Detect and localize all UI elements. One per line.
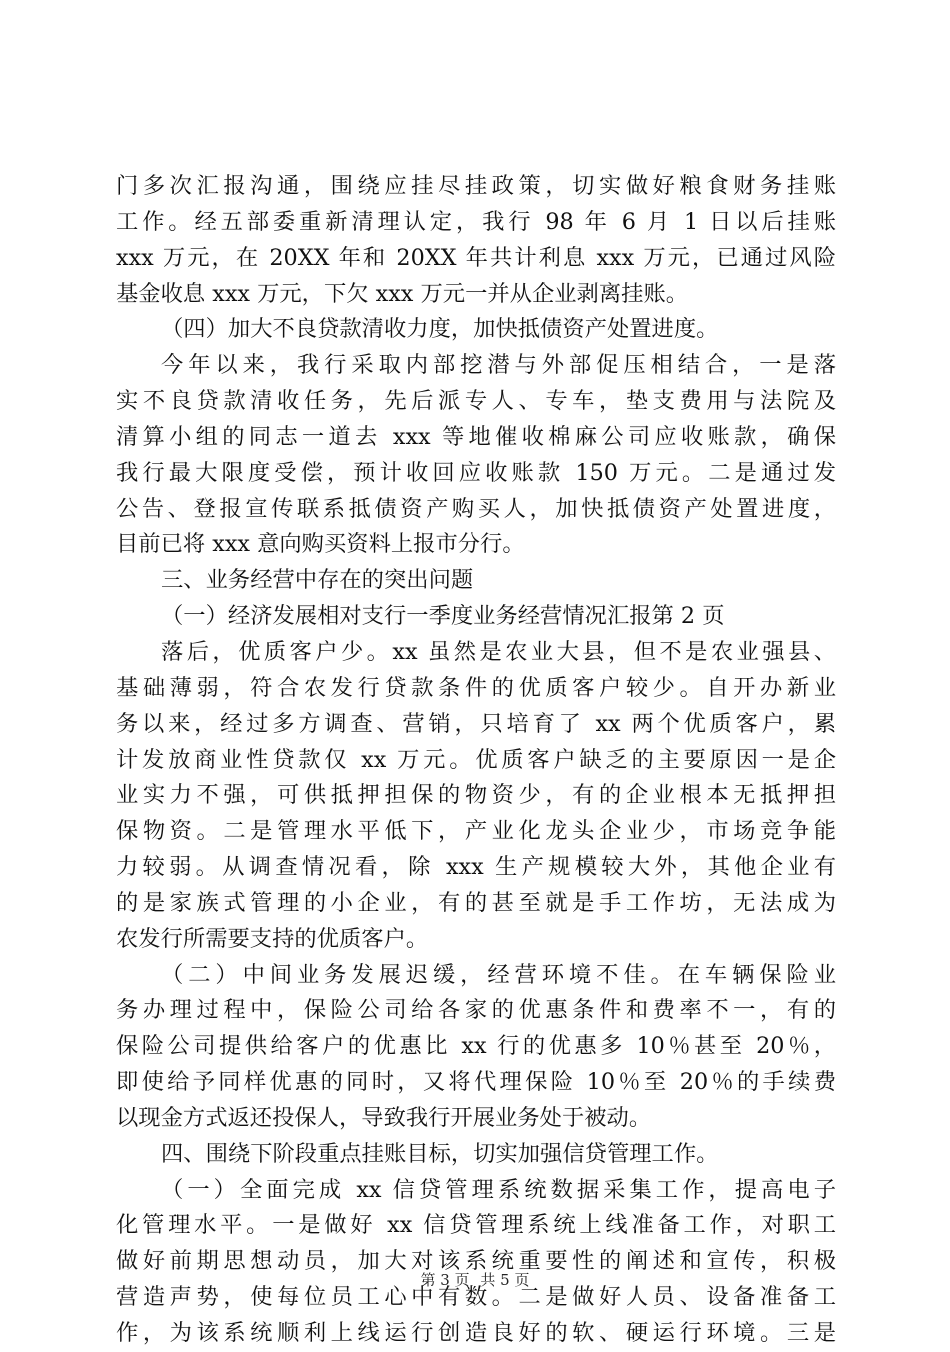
section-heading: （二）中间业务发展迟缓，经营环境不佳。在车辆保险业	[161, 961, 836, 988]
body-text	[116, 169, 836, 1352]
text-line: 实不良贷款清收任务，先后派专人、专车，垫支费用与法院及	[116, 388, 836, 415]
text-line: 计发放商业性贷款仅 xx 万元。优质客户缺乏的主要原因一是企	[116, 746, 836, 773]
section-heading: 四、围绕下阶段重点挂账目标，切实加强信贷管理工作。	[161, 1140, 719, 1167]
text-line: 做好前期思想动员，加大对该系统重要性的阐述和宣传，积极	[116, 1248, 836, 1275]
text-line: 即使给予同样优惠的同时，又将代理保险 10％至 20％的手续费	[116, 1069, 836, 1096]
text-line: 化管理水平。一是做好 xx 信贷管理系统上线准备工作，对职工	[116, 1212, 836, 1239]
text-line: 作，为该系统顺利上线运行创造良好的软、硬运行环境。三是	[116, 1320, 836, 1346]
text-line: 基础薄弱，符合农发行贷款条件的优质客户较少。自开办新业	[116, 674, 836, 701]
section-heading: （一）经济发展相对支行一季度业务经营情况汇报第 2 页	[161, 603, 725, 630]
page-number: 第 3 页	[420, 1271, 470, 1289]
text-line: 的是家族式管理的小企业，有的甚至就是手工作坊，无法成为	[116, 889, 836, 916]
text-line: 保险公司提供给客户的优惠比 xx 行的优惠多 10％甚至 20％，	[116, 1033, 836, 1060]
text-line: 务以来，经过多方调查、营销，只培育了 xx 两个优质客户，累	[116, 710, 836, 737]
text-line: 工作。经五部委重新清理认定，我行 98 年 6 月 1 日以后挂账	[116, 208, 836, 235]
section-heading: （四）加大不良贷款清收力度，加快抵债资产处置进度。	[161, 316, 719, 343]
text-line: 保物资。二是管理水平低下，产业化龙头企业少，市场竞争能	[116, 818, 836, 845]
text-line: 务办理过程中，保险公司给各家的优惠条件和费率不一，有的	[116, 997, 836, 1024]
text-line: 业实力不强，可供抵押担保的物资少，有的企业根本无抵押担	[116, 782, 836, 809]
text-line: 门多次汇报沟通，围绕应挂尽挂政策，切实做好粮食财务挂账	[116, 173, 836, 199]
text-line: 落后，优质客户少。xx 虽然是农业大县，但不是农业强县、	[161, 638, 836, 665]
page-total: 共 5 页	[480, 1271, 530, 1289]
page-footer	[0, 1269, 950, 1290]
text-line: xxx 万元，在 20XX 年和 20XX 年共计利息 xxx 万元，已通过风险	[116, 244, 836, 271]
text-line: 公告、登报宣传联系抵债资产购买人，加快抵债资产处置进度，	[116, 495, 836, 522]
text-line: 目前已将 xxx 意向购买资料上报市分行。	[116, 531, 525, 558]
text-line: 力较弱。从调查情况看，除 xxx 生产规模较大外，其他企业有	[116, 854, 836, 881]
section-heading: 三、业务经营中存在的突出问题	[161, 567, 474, 594]
text-line: 营造声势，使每位员工心中有数。二是做好人员、设备准备工	[116, 1284, 836, 1311]
text-line: 今年以来，我行采取内部挖潜与外部促压相结合，一是落	[161, 352, 836, 379]
text-line: 农发行所需要支持的优质客户。	[116, 925, 429, 952]
text-line: 基金收息 xxx 万元，下欠 xxx 万元一并从企业剥离挂账。	[116, 280, 689, 307]
text-line: 以现金方式返还投保人，导致我行开展业务处于被动。	[116, 1104, 652, 1131]
text-line: 清算小组的同志一道去 xxx 等地催收棉麻公司应收账款，确保	[116, 423, 836, 450]
section-heading: （一）全面完成 xx 信贷管理系统数据采集工作，提高电子	[161, 1176, 836, 1203]
text-line: 我行最大限度受偿，预计收回应收账款 150 万元。二是通过发	[116, 459, 836, 486]
